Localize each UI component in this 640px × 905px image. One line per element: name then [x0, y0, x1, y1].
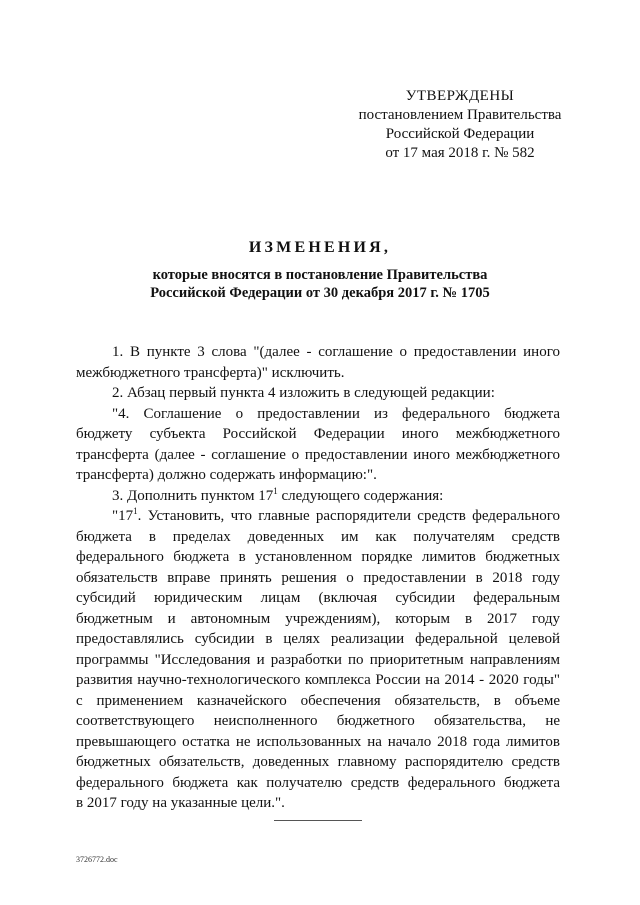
paragraph-3: [76, 404, 560, 486]
text-line: превышающего остатка не использованных на начало 2018 года лимитов: [76, 733, 560, 750]
paragraph-1: [76, 342, 560, 383]
paragraph-2: [76, 383, 560, 404]
text-line: обязательств вправе принять решения о предоставлении в 2018 году: [76, 569, 560, 586]
text-line: бюджетных обязательств, доведенных главному распорядителю средств: [76, 754, 560, 770]
paragraph-5: [76, 506, 560, 814]
text-line: 2. Абзац первый пункта 4 изложить в следующей редакции:: [112, 385, 495, 401]
text-line: соответствующего неисполненного бюджетного обязательства, не: [76, 713, 560, 729]
approval-block: [340, 87, 580, 163]
text-line: программы "Исследования и разработки по приоритетным направлениям: [76, 651, 560, 668]
separator-line: [274, 820, 362, 821]
approval-date-number: от 17 мая 2018 г. № 582: [385, 145, 535, 161]
approval-line: Российской Федерации: [385, 126, 535, 142]
superscript: 1: [133, 506, 138, 516]
text-line: с применением казначейского обеспечения обязательств, в объеме: [76, 692, 560, 709]
text-line: субсидий юридическим лицам (включая субсидии федеральным: [76, 590, 560, 606]
text-fragment: 3. Дополнить пунктом 17: [112, 487, 274, 504]
text-line: бюджетным и автономным учреждениям), которым в 2017 году: [76, 610, 560, 627]
text-line: [76, 486, 560, 507]
document-title: ИЗМЕНЕНИЯ,: [248, 239, 392, 256]
text-line: трансферта) должно содержать информацию:".: [76, 467, 377, 483]
text-line: "4. Соглашение о предоставлении из федерального бюджета: [112, 405, 560, 422]
text-line: федерального бюджета в установленном порядке лимитов бюджетных: [76, 549, 560, 565]
text-fragment: следующего содержания:: [277, 487, 444, 504]
text-line: 1. В пункте 3 слова "(далее - соглашение о предоставлении иного: [112, 344, 560, 360]
text-line: предоставлялись субсидии в целях реализации федеральной целевой: [76, 631, 560, 647]
subtitle-line: которые вносятся в постановление Правительства: [152, 267, 488, 283]
document-body: [76, 342, 560, 814]
superscript: 1: [273, 485, 278, 496]
text-line: федерального бюджета как получателю средств федерального бюджета: [76, 774, 560, 791]
text-line: бюджету субъекта Российской Федерации иного межбюджетного: [76, 426, 560, 442]
text-fragment: . Установить, что главные распорядители средств федерального: [137, 508, 560, 524]
text-line: развития научно-технологического комплекса России на 2014 - 2020 годы": [76, 672, 560, 688]
approval-line: постановлением Правительства: [358, 107, 562, 123]
text-line: в 2017 году на указанные цели.".: [76, 795, 285, 811]
text-line: бюджета в пределах доведенных им как получателям средств: [76, 528, 560, 545]
text-line: трансферта (далее - соглашение о предоставлении иного межбюджетного: [76, 446, 560, 463]
document-subtitle: [100, 266, 540, 302]
document-code: 3726772.doc: [76, 855, 118, 864]
subtitle-line: Российской Федерации от 30 декабря 2017 г. № 1705: [150, 285, 490, 301]
paragraph-4: [76, 486, 560, 507]
text-line: межбюджетного трансферта)" исключить.: [76, 364, 345, 381]
text-fragment: "17: [112, 508, 134, 524]
approval-heading: УТВЕРЖДЕНЫ: [405, 88, 515, 104]
text-line: [76, 506, 560, 527]
